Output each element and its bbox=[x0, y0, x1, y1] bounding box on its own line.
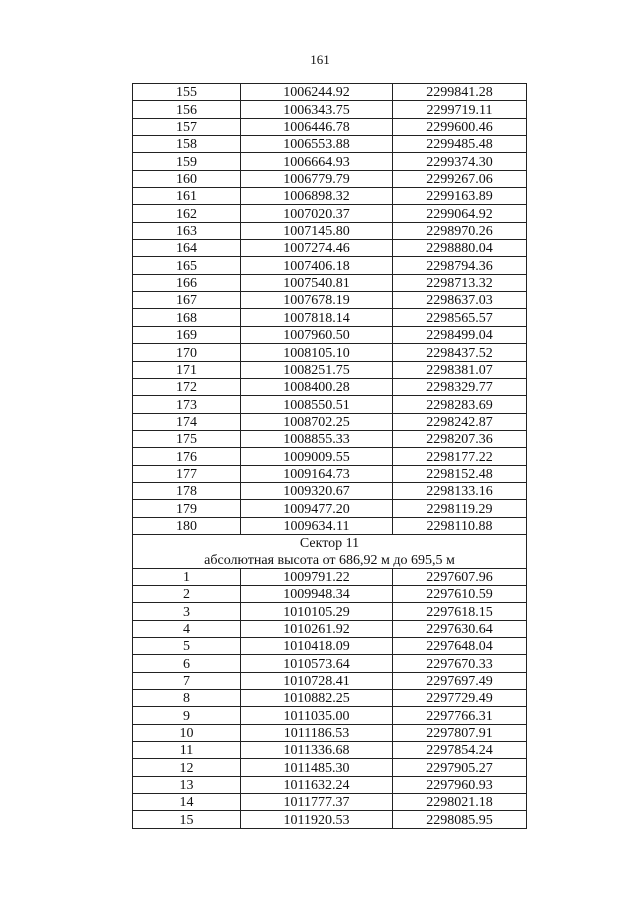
y-coordinate-cell: 2298242.87 bbox=[393, 413, 527, 430]
x-coordinate-cell: 1010261.92 bbox=[241, 620, 393, 637]
x-coordinate-cell: 1006553.88 bbox=[241, 136, 393, 153]
y-coordinate-cell: 2297697.49 bbox=[393, 672, 527, 689]
point-number-cell: 172 bbox=[133, 378, 241, 395]
point-number-cell: 171 bbox=[133, 361, 241, 378]
x-coordinate-cell: 1007678.19 bbox=[241, 292, 393, 309]
section-subtitle: абсолютная высота от 686,92 м до 695,5 м bbox=[133, 551, 527, 568]
point-number-cell: 177 bbox=[133, 465, 241, 482]
x-coordinate-cell: 1008400.28 bbox=[241, 378, 393, 395]
table-row bbox=[133, 672, 527, 689]
table-row bbox=[133, 257, 527, 274]
x-coordinate-cell: 1011035.00 bbox=[241, 707, 393, 724]
y-coordinate-cell: 2299267.06 bbox=[393, 170, 527, 187]
point-number-cell: 178 bbox=[133, 482, 241, 499]
table-row bbox=[133, 153, 527, 170]
section-title: Сектор 11 bbox=[133, 534, 527, 551]
x-coordinate-cell: 1010418.09 bbox=[241, 638, 393, 655]
table-row bbox=[133, 292, 527, 309]
table-row bbox=[133, 724, 527, 741]
point-number-cell: 4 bbox=[133, 620, 241, 637]
table-row bbox=[133, 517, 527, 534]
y-coordinate-cell: 2298499.04 bbox=[393, 326, 527, 343]
point-number-cell: 13 bbox=[133, 776, 241, 793]
point-number-cell: 7 bbox=[133, 672, 241, 689]
y-coordinate-cell: 2298565.57 bbox=[393, 309, 527, 326]
point-number-cell: 176 bbox=[133, 448, 241, 465]
y-coordinate-cell: 2297630.64 bbox=[393, 620, 527, 637]
y-coordinate-cell: 2298437.52 bbox=[393, 344, 527, 361]
section-title-row bbox=[133, 534, 527, 551]
table-row bbox=[133, 482, 527, 499]
y-coordinate-cell: 2298133.16 bbox=[393, 482, 527, 499]
x-coordinate-cell: 1007145.80 bbox=[241, 222, 393, 239]
y-coordinate-cell: 2298713.32 bbox=[393, 274, 527, 291]
point-number-cell: 159 bbox=[133, 153, 241, 170]
y-coordinate-cell: 2297960.93 bbox=[393, 776, 527, 793]
point-number-cell: 161 bbox=[133, 188, 241, 205]
x-coordinate-cell: 1007818.14 bbox=[241, 309, 393, 326]
table-row bbox=[133, 396, 527, 413]
x-coordinate-cell: 1006664.93 bbox=[241, 153, 393, 170]
point-number-cell: 174 bbox=[133, 413, 241, 430]
y-coordinate-cell: 2298119.29 bbox=[393, 500, 527, 517]
table-row bbox=[133, 465, 527, 482]
table-row bbox=[133, 118, 527, 135]
table-row bbox=[133, 378, 527, 395]
point-number-cell: 2 bbox=[133, 585, 241, 602]
x-coordinate-cell: 1006343.75 bbox=[241, 101, 393, 118]
x-coordinate-cell: 1011186.53 bbox=[241, 724, 393, 741]
y-coordinate-cell: 2298177.22 bbox=[393, 448, 527, 465]
x-coordinate-cell: 1011336.68 bbox=[241, 742, 393, 759]
table-row bbox=[133, 136, 527, 153]
point-number-cell: 164 bbox=[133, 240, 241, 257]
x-coordinate-cell: 1009791.22 bbox=[241, 568, 393, 585]
point-number-cell: 15 bbox=[133, 811, 241, 828]
table-row bbox=[133, 309, 527, 326]
y-coordinate-cell: 2298085.95 bbox=[393, 811, 527, 828]
y-coordinate-cell: 2298152.48 bbox=[393, 465, 527, 482]
table-body-bottom bbox=[133, 568, 527, 828]
table-row bbox=[133, 500, 527, 517]
x-coordinate-cell: 1006898.32 bbox=[241, 188, 393, 205]
table-row bbox=[133, 361, 527, 378]
x-coordinate-cell: 1009320.67 bbox=[241, 482, 393, 499]
x-coordinate-cell: 1010573.64 bbox=[241, 655, 393, 672]
table-row bbox=[133, 759, 527, 776]
y-coordinate-cell: 2297729.49 bbox=[393, 690, 527, 707]
point-number-cell: 163 bbox=[133, 222, 241, 239]
x-coordinate-cell: 1009477.20 bbox=[241, 500, 393, 517]
y-coordinate-cell: 2299485.48 bbox=[393, 136, 527, 153]
y-coordinate-cell: 2297618.15 bbox=[393, 603, 527, 620]
table-row bbox=[133, 222, 527, 239]
table-row bbox=[133, 707, 527, 724]
point-number-cell: 11 bbox=[133, 742, 241, 759]
table-row bbox=[133, 742, 527, 759]
table-row bbox=[133, 568, 527, 585]
y-coordinate-cell: 2299163.89 bbox=[393, 188, 527, 205]
table-row bbox=[133, 413, 527, 430]
y-coordinate-cell: 2297905.27 bbox=[393, 759, 527, 776]
x-coordinate-cell: 1009009.55 bbox=[241, 448, 393, 465]
y-coordinate-cell: 2298329.77 bbox=[393, 378, 527, 395]
y-coordinate-cell: 2298283.69 bbox=[393, 396, 527, 413]
x-coordinate-cell: 1006244.92 bbox=[241, 84, 393, 101]
y-coordinate-cell: 2298970.26 bbox=[393, 222, 527, 239]
table-row bbox=[133, 794, 527, 811]
point-number-cell: 180 bbox=[133, 517, 241, 534]
y-coordinate-cell: 2299841.28 bbox=[393, 84, 527, 101]
table-row bbox=[133, 240, 527, 257]
table-row bbox=[133, 84, 527, 101]
table-row bbox=[133, 811, 527, 828]
table-row bbox=[133, 620, 527, 637]
y-coordinate-cell: 2297807.91 bbox=[393, 724, 527, 741]
x-coordinate-cell: 1008702.25 bbox=[241, 413, 393, 430]
table-row bbox=[133, 690, 527, 707]
y-coordinate-cell: 2298880.04 bbox=[393, 240, 527, 257]
point-number-cell: 173 bbox=[133, 396, 241, 413]
x-coordinate-cell: 1006779.79 bbox=[241, 170, 393, 187]
y-coordinate-cell: 2297648.04 bbox=[393, 638, 527, 655]
x-coordinate-cell: 1010882.25 bbox=[241, 690, 393, 707]
table-row bbox=[133, 603, 527, 620]
point-number-cell: 14 bbox=[133, 794, 241, 811]
table-row bbox=[133, 585, 527, 602]
x-coordinate-cell: 1008855.33 bbox=[241, 430, 393, 447]
point-number-cell: 168 bbox=[133, 309, 241, 326]
y-coordinate-cell: 2297607.96 bbox=[393, 568, 527, 585]
point-number-cell: 167 bbox=[133, 292, 241, 309]
table-row bbox=[133, 344, 527, 361]
section-subtitle-row bbox=[133, 551, 527, 568]
page-number: 161 bbox=[310, 52, 330, 67]
section-header bbox=[133, 534, 527, 568]
x-coordinate-cell: 1011485.30 bbox=[241, 759, 393, 776]
point-number-cell: 5 bbox=[133, 638, 241, 655]
point-number-cell: 160 bbox=[133, 170, 241, 187]
table-row bbox=[133, 170, 527, 187]
table-row bbox=[133, 188, 527, 205]
table-row bbox=[133, 326, 527, 343]
point-number-cell: 3 bbox=[133, 603, 241, 620]
y-coordinate-cell: 2298207.36 bbox=[393, 430, 527, 447]
point-number-cell: 10 bbox=[133, 724, 241, 741]
x-coordinate-cell: 1008105.10 bbox=[241, 344, 393, 361]
x-coordinate-cell: 1011777.37 bbox=[241, 794, 393, 811]
table-row bbox=[133, 101, 527, 118]
point-number-cell: 166 bbox=[133, 274, 241, 291]
y-coordinate-cell: 2299064.92 bbox=[393, 205, 527, 222]
point-number-cell: 6 bbox=[133, 655, 241, 672]
point-number-cell: 1 bbox=[133, 568, 241, 585]
x-coordinate-cell: 1009164.73 bbox=[241, 465, 393, 482]
table-row bbox=[133, 655, 527, 672]
point-number-cell: 170 bbox=[133, 344, 241, 361]
table-row bbox=[133, 430, 527, 447]
point-number-cell: 158 bbox=[133, 136, 241, 153]
table-row bbox=[133, 274, 527, 291]
point-number-cell: 165 bbox=[133, 257, 241, 274]
x-coordinate-cell: 1007540.81 bbox=[241, 274, 393, 291]
point-number-cell: 12 bbox=[133, 759, 241, 776]
y-coordinate-cell: 2299600.46 bbox=[393, 118, 527, 135]
point-number-cell: 9 bbox=[133, 707, 241, 724]
x-coordinate-cell: 1010105.29 bbox=[241, 603, 393, 620]
x-coordinate-cell: 1007960.50 bbox=[241, 326, 393, 343]
point-number-cell: 155 bbox=[133, 84, 241, 101]
y-coordinate-cell: 2299719.11 bbox=[393, 101, 527, 118]
y-coordinate-cell: 2298381.07 bbox=[393, 361, 527, 378]
x-coordinate-cell: 1009634.11 bbox=[241, 517, 393, 534]
table-row bbox=[133, 638, 527, 655]
x-coordinate-cell: 1007274.46 bbox=[241, 240, 393, 257]
y-coordinate-cell: 2297766.31 bbox=[393, 707, 527, 724]
y-coordinate-cell: 2298021.18 bbox=[393, 794, 527, 811]
point-number-cell: 162 bbox=[133, 205, 241, 222]
point-number-cell: 179 bbox=[133, 500, 241, 517]
point-number-cell: 157 bbox=[133, 118, 241, 135]
x-coordinate-cell: 1010728.41 bbox=[241, 672, 393, 689]
table-row bbox=[133, 205, 527, 222]
table-row bbox=[133, 448, 527, 465]
y-coordinate-cell: 2298794.36 bbox=[393, 257, 527, 274]
y-coordinate-cell: 2299374.30 bbox=[393, 153, 527, 170]
y-coordinate-cell: 2298637.03 bbox=[393, 292, 527, 309]
point-number-cell: 175 bbox=[133, 430, 241, 447]
y-coordinate-cell: 2297854.24 bbox=[393, 742, 527, 759]
x-coordinate-cell: 1011920.53 bbox=[241, 811, 393, 828]
x-coordinate-cell: 1007020.37 bbox=[241, 205, 393, 222]
x-coordinate-cell: 1007406.18 bbox=[241, 257, 393, 274]
point-number-cell: 169 bbox=[133, 326, 241, 343]
y-coordinate-cell: 2298110.88 bbox=[393, 517, 527, 534]
x-coordinate-cell: 1011632.24 bbox=[241, 776, 393, 793]
table-body-top bbox=[133, 84, 527, 535]
x-coordinate-cell: 1006446.78 bbox=[241, 118, 393, 135]
x-coordinate-cell: 1009948.34 bbox=[241, 585, 393, 602]
point-number-cell: 156 bbox=[133, 101, 241, 118]
y-coordinate-cell: 2297670.33 bbox=[393, 655, 527, 672]
table-row bbox=[133, 776, 527, 793]
x-coordinate-cell: 1008251.75 bbox=[241, 361, 393, 378]
coordinates-table bbox=[132, 83, 527, 829]
x-coordinate-cell: 1008550.51 bbox=[241, 396, 393, 413]
y-coordinate-cell: 2297610.59 bbox=[393, 585, 527, 602]
point-number-cell: 8 bbox=[133, 690, 241, 707]
